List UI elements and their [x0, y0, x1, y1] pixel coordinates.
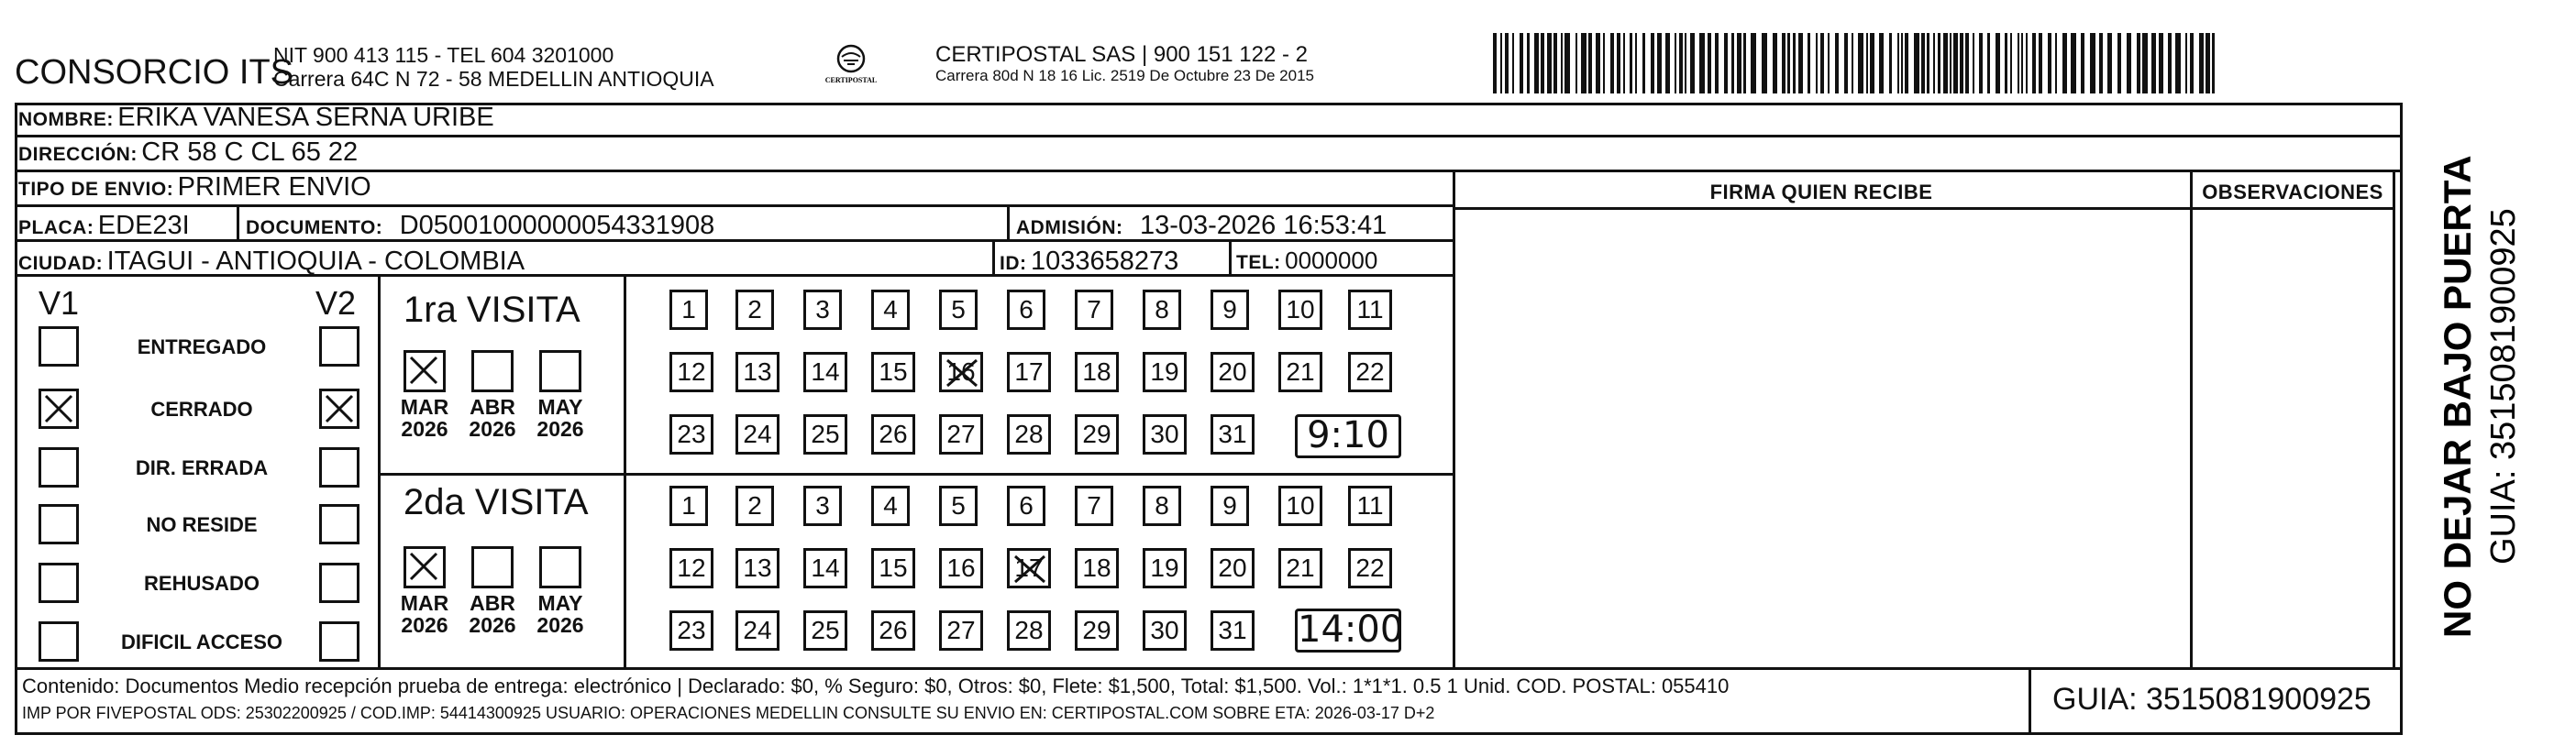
visit2-day-30[interactable]: 30 — [1143, 610, 1187, 651]
reason-label: CERRADO — [150, 398, 253, 421]
side-guia: GUIA: 3515081900925 — [2484, 208, 2523, 565]
certipostal-logo — [814, 42, 888, 90]
tipo-value: PRIMER ENVIO — [177, 172, 371, 202]
visit2-day-29[interactable]: 29 — [1075, 610, 1119, 651]
barcode — [1493, 33, 2221, 93]
visit1-day-3[interactable]: 3 — [803, 290, 842, 330]
visit1-day-9[interactable]: 9 — [1211, 290, 1249, 330]
v2-checkbox-dir-errada[interactable] — [319, 447, 359, 488]
visit1-day-14[interactable]: 14 — [803, 352, 847, 392]
visit2-day-23[interactable]: 23 — [669, 610, 713, 651]
placa-label: PLACA: — [18, 217, 94, 238]
visit2-title: 2da VISITA — [404, 482, 589, 522]
visit2-day-16[interactable]: 16 — [939, 548, 983, 588]
nombre-row — [15, 103, 2403, 137]
visit2-day-25[interactable]: 25 — [803, 610, 847, 651]
visit1-day-31[interactable]: 31 — [1211, 414, 1255, 455]
visit1-day-2[interactable]: 2 — [735, 290, 774, 330]
visit1-day-5[interactable]: 5 — [939, 290, 978, 330]
placa-value: EDE23I — [97, 211, 190, 240]
visit1-month-label: ABR 2026 — [469, 395, 516, 441]
visit1-day-13[interactable]: 13 — [735, 352, 779, 392]
visit1-day-24[interactable]: 24 — [735, 414, 779, 455]
visit2-month-checkbox-may[interactable] — [539, 546, 581, 588]
visit1-month-label: MAR 2026 — [400, 395, 449, 441]
visit1-day-27[interactable]: 27 — [939, 414, 983, 455]
v1-checkbox-rehusado[interactable] — [39, 563, 79, 603]
visit1-month-checkbox-may[interactable] — [539, 350, 581, 392]
visit2-day-5[interactable]: 5 — [939, 486, 978, 526]
visit1-time: 9:10 — [1295, 414, 1401, 458]
visit1-day-11[interactable]: 11 — [1348, 290, 1392, 330]
visit2-month-checkbox-abr[interactable] — [471, 546, 514, 588]
visit2-day-6[interactable]: 6 — [1007, 486, 1045, 526]
visit1-day-4[interactable]: 4 — [871, 290, 910, 330]
visit1-day-22[interactable]: 22 — [1348, 352, 1392, 392]
visit1-month-checkbox-abr[interactable] — [471, 350, 514, 392]
visit1-day-23[interactable]: 23 — [669, 414, 713, 455]
reason-label: DIR. ERRADA — [135, 456, 269, 479]
tel-value: 0000000 — [1285, 247, 1378, 274]
visit1-day-18[interactable]: 18 — [1075, 352, 1119, 392]
visit1-month-checkbox-mar[interactable] — [404, 350, 446, 392]
visit2-day-21[interactable]: 21 — [1278, 548, 1322, 588]
visit1-day-17[interactable]: 17 — [1007, 352, 1051, 392]
id-cell — [1000, 247, 1178, 277]
visit1-title: 1ra VISITA — [404, 290, 580, 330]
visit2-day-22[interactable]: 22 — [1348, 548, 1392, 588]
visit2-month-checkbox-mar[interactable] — [404, 546, 446, 588]
documento-value: D05001000000054331908 — [399, 211, 715, 240]
visit1-day-6[interactable]: 6 — [1007, 290, 1045, 330]
visit2-day-11[interactable]: 11 — [1348, 486, 1392, 526]
visit2-day-2[interactable]: 2 — [735, 486, 774, 526]
visit2-day-8[interactable]: 8 — [1143, 486, 1181, 526]
ciudad-label: CIUDAD: — [18, 253, 104, 274]
visit1-day-12[interactable]: 12 — [669, 352, 713, 392]
visit1-day-7[interactable]: 7 — [1075, 290, 1113, 330]
footer-line2: IMP POR FIVEPOSTAL ODS: 25302200925 / COD.IMP: 54414300925 USUARIO: OPERACIONES MEDELLIN CONSULTE SU ENVIO EN: CERTIPOSTAL.COM SOBRE ETA: 2026-03-17 D+2 — [22, 704, 1435, 722]
v2-checkbox-cerrado[interactable] — [319, 389, 359, 429]
firma-header: FIRMA QUIEN RECIBE — [1709, 181, 1933, 203]
placa-cell — [18, 211, 190, 241]
visit1-day-10[interactable]: 10 — [1278, 290, 1322, 330]
company-nit: NIT 900 413 115 - TEL 604 3201000 — [273, 43, 614, 67]
visit1-day-26[interactable]: 26 — [871, 414, 915, 455]
reason-label: ENTREGADO — [137, 335, 267, 358]
tipo-label: TIPO DE ENVIO: — [18, 179, 174, 200]
visit2-day-15[interactable]: 15 — [871, 548, 915, 588]
visit2-month-label: ABR 2026 — [469, 591, 516, 637]
v1-checkbox-dir-errada[interactable] — [39, 447, 79, 488]
v2-checkbox-no-reside[interactable] — [319, 504, 359, 544]
visit2-month-label: MAY 2026 — [536, 591, 584, 637]
visit2-day-9[interactable]: 9 — [1211, 486, 1249, 526]
visit2-day-1[interactable]: 1 — [669, 486, 708, 526]
ciudad-cell — [18, 247, 525, 277]
tel-cell — [1236, 247, 1377, 275]
admision-value: 13-03-2026 16:53:41 — [1139, 211, 1388, 240]
visit2-day-7[interactable]: 7 — [1075, 486, 1113, 526]
visit2-day-12[interactable]: 12 — [669, 548, 713, 588]
id-label: ID: — [1000, 253, 1027, 274]
direccion-label: DIRECCIÓN: — [18, 144, 138, 165]
side-text — [2412, 128, 2568, 642]
visit1-day-16[interactable]: 16 — [939, 352, 983, 392]
visit2-day-3[interactable]: 3 — [803, 486, 842, 526]
reason-label: DIFICIL ACCESO — [120, 631, 282, 653]
visit2-day-18[interactable]: 18 — [1075, 548, 1119, 588]
v2-checkbox-rehusado[interactable] — [319, 563, 359, 603]
visit2-month-label: MAR 2026 — [400, 591, 449, 637]
v2-checkbox-entregado[interactable] — [319, 326, 359, 367]
visit1-day-15[interactable]: 15 — [871, 352, 915, 392]
v1-header: V1 — [39, 284, 80, 322]
visit2-day-17[interactable]: 17 — [1007, 548, 1051, 588]
company-name: CONSORCIO ITS — [15, 53, 294, 92]
visit2-day-28[interactable]: 28 — [1007, 610, 1051, 651]
visit1-day-1[interactable]: 1 — [669, 290, 708, 330]
visit2-time: 14:00 — [1295, 609, 1401, 653]
v1-checkbox-entregado[interactable] — [39, 326, 79, 367]
visit1-day-21[interactable]: 21 — [1278, 352, 1322, 392]
company-address: Carrera 64C N 72 - 58 MEDELLIN ANTIOQUIA — [273, 67, 714, 91]
visit1-day-19[interactable]: 19 — [1143, 352, 1187, 392]
visit1-day-29[interactable]: 29 — [1075, 414, 1119, 455]
nombre-value: ERIKA VANESA SERNA URIBE — [117, 103, 494, 132]
carrier-name: CERTIPOSTAL SAS | 900 151 122 - 2 — [935, 42, 1308, 67]
visit2-day-27[interactable]: 27 — [939, 610, 983, 651]
visit2-day-10[interactable]: 10 — [1278, 486, 1322, 526]
v2-checkbox-dificil-acceso[interactable] — [319, 621, 359, 662]
ciudad-value: ITAGUI - ANTIOQUIA - COLOMBIA — [106, 247, 525, 276]
v1-checkbox-cerrado[interactable] — [39, 389, 79, 429]
admision-cell — [1016, 211, 1387, 241]
documento-label: DOCUMENTO: — [246, 217, 383, 238]
observaciones-header: OBSERVACIONES — [2202, 181, 2383, 203]
visit2-day-26[interactable]: 26 — [871, 610, 915, 651]
tel-label: TEL: — [1236, 252, 1281, 273]
visit1-day-8[interactable]: 8 — [1143, 290, 1181, 330]
v1-checkbox-dificil-acceso[interactable] — [39, 621, 79, 662]
reason-label: REHUSADO — [144, 572, 260, 595]
visit2-day-13[interactable]: 13 — [735, 548, 779, 588]
id-value: 1033658273 — [1030, 247, 1179, 276]
visit1-day-28[interactable]: 28 — [1007, 414, 1051, 455]
admision-label: ADMISIÓN: — [1016, 217, 1123, 238]
visit1-day-30[interactable]: 30 — [1143, 414, 1187, 455]
firma-area[interactable] — [1455, 210, 2190, 667]
visit2-day-24[interactable]: 24 — [735, 610, 779, 651]
tipo-row — [15, 172, 1454, 207]
visit1-day-20[interactable]: 20 — [1211, 352, 1255, 392]
direccion-row — [15, 137, 2403, 172]
svg-text:CERTIPOSTAL: CERTIPOSTAL — [824, 76, 878, 84]
visit2-day-19[interactable]: 19 — [1143, 548, 1187, 588]
visit1-day-25[interactable]: 25 — [803, 414, 847, 455]
v1-checkbox-no-reside[interactable] — [39, 504, 79, 544]
carrier-address: Carrera 80d N 18 16 Lic. 2519 De Octubre 23 De 2015 — [935, 67, 1314, 84]
visit2-day-31[interactable]: 31 — [1211, 610, 1255, 651]
visit2-day-20[interactable]: 20 — [1211, 548, 1255, 588]
visit1-month-label: MAY 2026 — [536, 395, 584, 441]
side-notice: NO DEJAR BAJO PUERTA — [2436, 155, 2479, 638]
visit2-day-4[interactable]: 4 — [871, 486, 910, 526]
reason-label: NO RESIDE — [146, 513, 258, 536]
v2-header: V2 — [315, 284, 357, 322]
observaciones-area[interactable] — [2193, 210, 2393, 667]
documento-cell — [246, 211, 714, 241]
visit2-day-14[interactable]: 14 — [803, 548, 847, 588]
direccion-value: CR 58 C CL 65 22 — [141, 137, 359, 167]
nombre-label: NOMBRE: — [18, 109, 114, 130]
footer-guia: GUIA: 3515081900925 — [2052, 682, 2371, 717]
footer-line1: Contenido: Documentos Medio recepción prueba de entrega: electrónico | Declarado: $0, % Seguro: $0, Otros: $0, Flete: $1,500, Total: $1,500. Vol.: 1*1*1. 0.5 1 Unid. COD. POSTAL: 055410 — [22, 675, 1730, 697]
